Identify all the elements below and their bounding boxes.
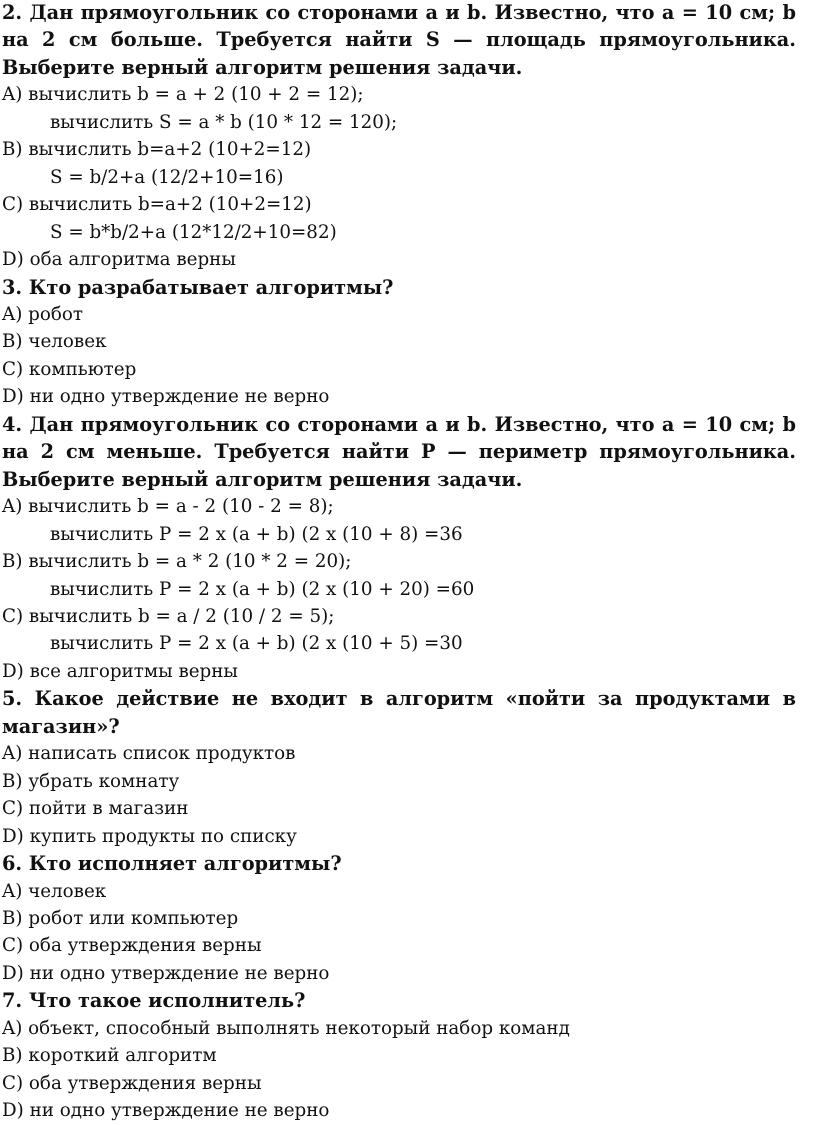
answer-option: B) человек [2, 331, 107, 353]
question-title: 5. Какое действие не входит в алгоритм «пойти за продуктами в магазин»? [2, 687, 796, 738]
answer-option: C) вычислить b=a+2 (10+2=12) [2, 194, 312, 216]
answer-option: B) вычислить b=a+2 (10+2=12) [2, 139, 312, 161]
answer-option-continuation: вычислить P = 2 x (a + b) (2 x (10 + 8) =36 [50, 523, 463, 545]
answer-option-continuation: S = b*b/2+a (12*12/2+10=82) [50, 221, 337, 243]
answer-option: B) убрать комнату [2, 770, 180, 792]
answer-option: C) пойти в магазин [2, 798, 189, 820]
question-title: 4. Дан прямоугольник со сторонами a и b. Известно, что a = 10 см; b на 2 см меньше. Требуется найти P — периметр прямоугольника. Выберите верный алгоритм решения задачи. [2, 412, 796, 491]
question-title: 6. Кто исполняет алгоритмы? [2, 852, 342, 876]
answer-option: B) короткий алгоритм [2, 1045, 217, 1067]
answer-option: D) ни одно утверждение не верно [2, 1100, 330, 1122]
answer-option: C) вычислить b = a / 2 (10 / 2 = 5); [2, 605, 335, 627]
question-5 [2, 685, 796, 850]
answer-option-continuation: вычислить S = a * b (10 * 12 = 120); [50, 111, 398, 133]
question-title: 3. Кто разрабатывает алгоритмы? [2, 275, 394, 299]
answer-option: A) робот [2, 303, 83, 325]
question-title: 2. Дан прямоугольник со сторонами a и b. Известно, что a = 10 см; b на 2 см больше. Требуется найти S — площадь прямоугольника. Выберите верный алгоритм решения задачи. [2, 1, 796, 79]
answer-option-continuation: вычислить P = 2 x (a + b) (2 x (10 + 20) =60 [50, 578, 475, 600]
answer-option: D) оба алгоритма верны [2, 249, 236, 271]
question-title: 7. Что такое исполнитель? [2, 989, 306, 1013]
answer-option: C) оба утверждения верны [2, 935, 262, 957]
answer-option: D) ни одно утверждение не верно [2, 962, 330, 984]
question-2 [2, 0, 796, 274]
answer-option-continuation: вычислить P = 2 x (a + b) (2 x (10 + 5) =30 [50, 633, 463, 655]
answer-option: A) написать список продуктов [2, 743, 296, 765]
answer-option: A) вычислить b = a - 2 (10 - 2 = 8); [2, 496, 334, 518]
answer-option: A) объект, способный выполнять некоторый набор команд [2, 1017, 570, 1039]
answer-option: B) вычислить b = a * 2 (10 * 2 = 20); [2, 551, 352, 573]
answer-option-continuation: S = b/2+a (12/2+10=16) [50, 166, 284, 188]
answer-option: D) все алгоритмы верны [2, 660, 238, 682]
question-6 [2, 850, 796, 987]
answer-option: C) компьютер [2, 358, 137, 380]
answer-option: B) робот или компьютер [2, 907, 239, 929]
answer-option: C) оба утверждения верны [2, 1072, 262, 1094]
question-4 [2, 411, 796, 686]
answer-option: A) человек [2, 880, 107, 902]
answer-option: A) вычислить b = a + 2 (10 + 2 = 12); [2, 84, 364, 106]
answer-option: D) ни одно утверждение не верно [2, 386, 330, 408]
answer-option: D) купить продукты по списку [2, 825, 297, 847]
question-3 [2, 274, 796, 411]
